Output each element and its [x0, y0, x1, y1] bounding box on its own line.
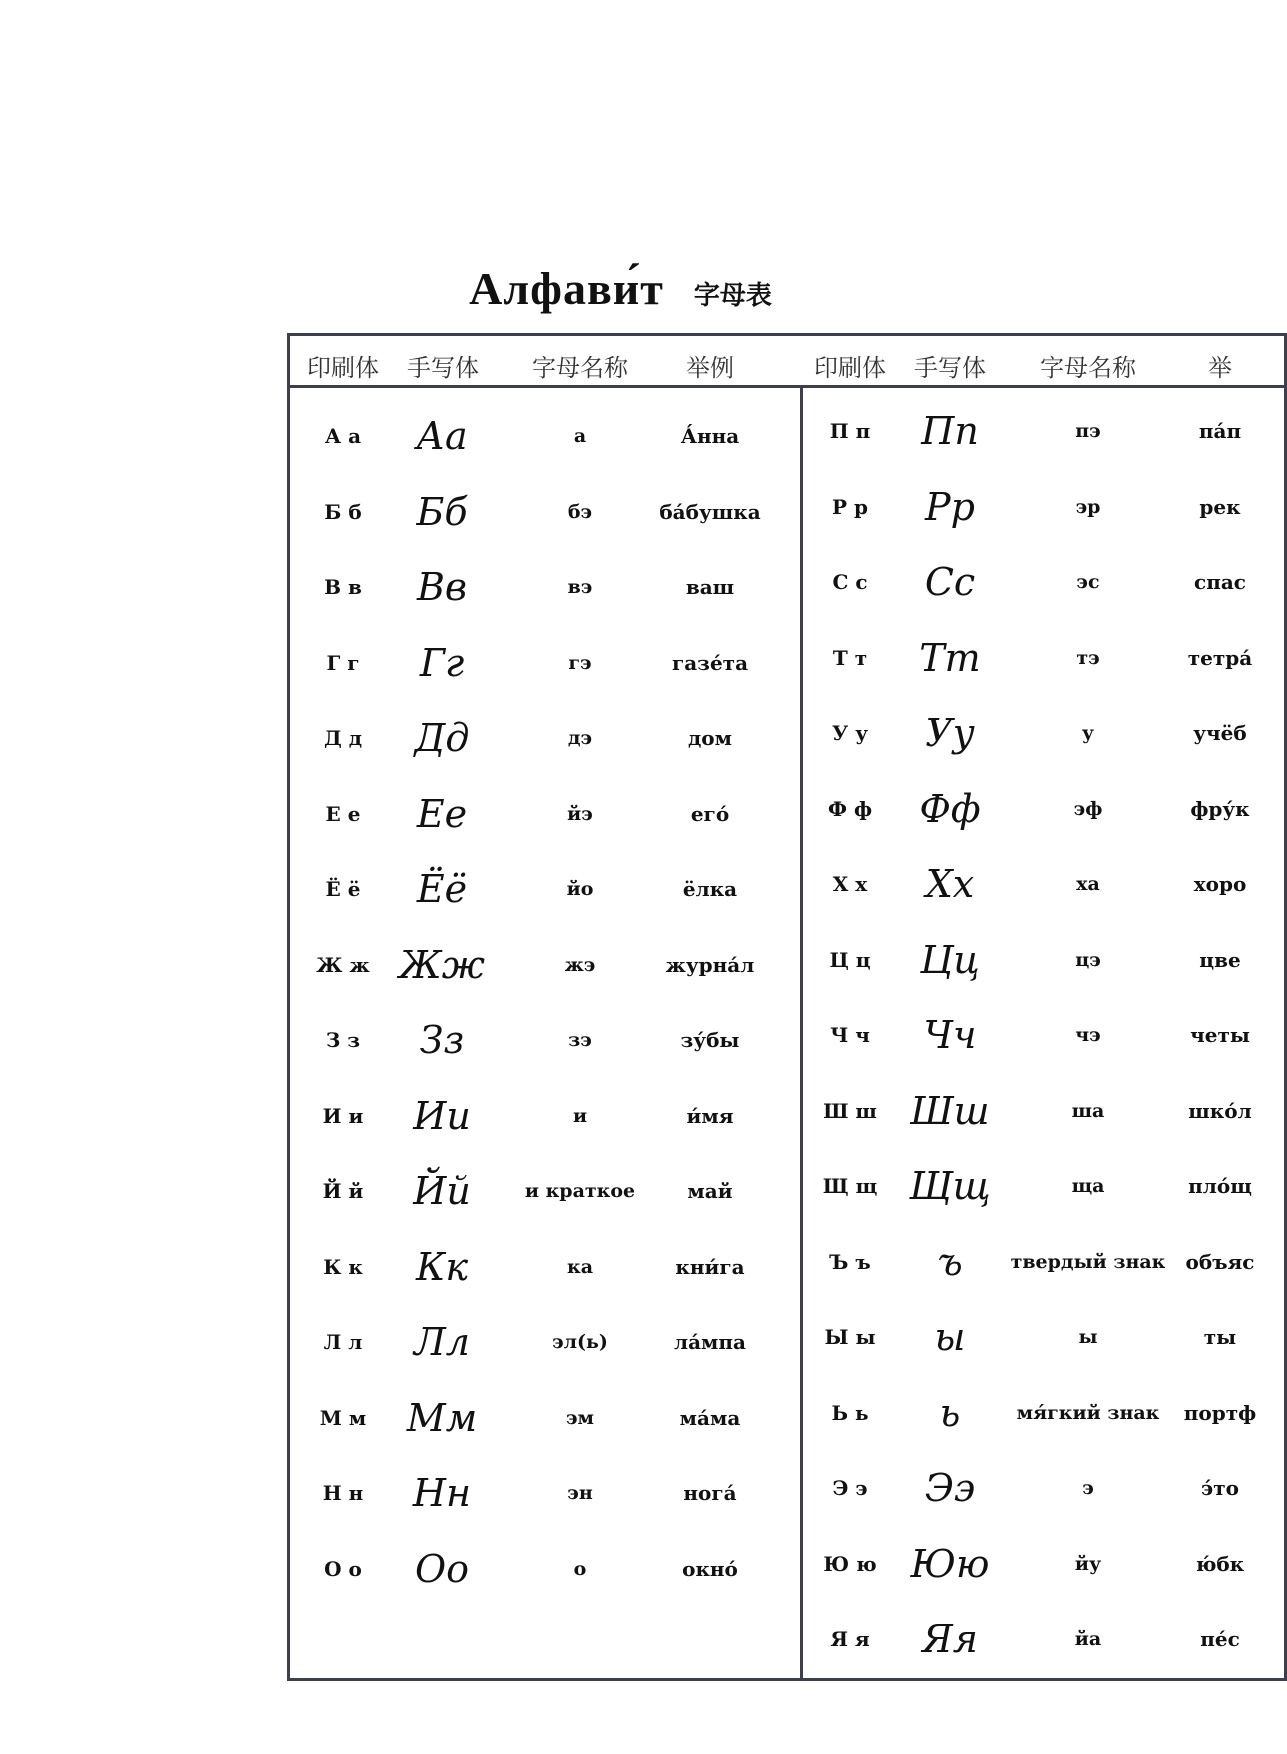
example-word: нога́: [683, 1481, 737, 1505]
letter-name: а: [573, 425, 587, 447]
letter-name: гэ: [568, 651, 592, 674]
page-subtitle: 字母表: [693, 281, 772, 311]
header-hand-left: 手写体: [407, 354, 479, 382]
printed-letter: Й й: [322, 1179, 364, 1203]
header-example-left: 举例: [686, 354, 734, 382]
letter-name: ща: [1071, 1175, 1105, 1197]
example-word: тетра́: [1187, 645, 1253, 670]
letter-name: тэ: [1076, 646, 1100, 669]
letter-name: йо: [566, 878, 594, 900]
letter-name: и краткое: [524, 1180, 636, 1202]
header-name-right: 字母名称: [1040, 354, 1136, 382]
example-word: фру́к: [1190, 796, 1250, 821]
letter-name: бэ: [567, 500, 593, 523]
letter-name: чэ: [1075, 1024, 1101, 1046]
handwritten-letter: Щщ: [909, 1164, 991, 1208]
printed-letter: М м: [319, 1405, 367, 1430]
handwritten-letter: Шш: [910, 1088, 990, 1133]
handwritten-letter: Лл: [414, 1320, 470, 1364]
printed-letter: Н н: [322, 1481, 364, 1505]
handwritten-letter: Вв: [416, 565, 468, 609]
letter-name: эс: [1076, 571, 1100, 593]
example-word: рек: [1199, 494, 1241, 519]
letter-name: эр: [1075, 495, 1101, 518]
letter-name: эл(ь): [552, 1331, 608, 1353]
example-word: зу́бы: [680, 1028, 740, 1052]
example-word: пе́с: [1200, 1627, 1240, 1651]
example-word: ба́бушка: [659, 499, 761, 524]
printed-letter: Ф ф: [828, 796, 872, 821]
handwritten-letter: Оо: [414, 1546, 470, 1591]
handwritten-letter: Ии: [413, 1093, 471, 1138]
alphabet-table: [287, 333, 1287, 1681]
handwritten-letter: Ээ: [924, 1466, 976, 1510]
printed-letter: Ъ ъ: [829, 1249, 871, 1274]
handwritten-letter: ъ: [937, 1239, 963, 1284]
example-word: его́: [690, 801, 730, 826]
handwritten-letter: Нн: [412, 1471, 472, 1515]
handwritten-letter: Жж: [399, 942, 485, 987]
handwritten-letter: Кк: [415, 1244, 469, 1289]
example-word: хоро: [1193, 872, 1247, 896]
handwritten-letter: Хх: [925, 862, 975, 906]
letter-name: эн: [567, 1482, 593, 1504]
handwritten-letter: Тт: [919, 635, 981, 680]
handwritten-letter: Ее: [416, 791, 468, 836]
printed-letter: Р р: [832, 494, 868, 519]
printed-letter: Ж ж: [316, 952, 370, 977]
example-word: и́мя: [686, 1103, 734, 1128]
letter-name: пэ: [1075, 420, 1101, 442]
printed-letter: Т т: [832, 645, 868, 670]
letter-name: жэ: [564, 953, 596, 976]
example-word: портф: [1183, 1400, 1257, 1425]
printed-letter: Ч ч: [830, 1023, 870, 1047]
handwritten-letter: Гг: [419, 640, 465, 685]
handwritten-letter: Юю: [910, 1541, 990, 1586]
printed-letter: И и: [322, 1103, 364, 1128]
printed-letter: З з: [325, 1028, 361, 1052]
handwritten-letter: Дд: [414, 716, 470, 760]
letter-name: и: [572, 1104, 588, 1127]
letter-name: о: [573, 1557, 587, 1580]
letter-name: ы: [1078, 1326, 1098, 1348]
letter-name: йу: [1074, 1552, 1102, 1575]
letter-name: эм: [565, 1406, 595, 1429]
printed-letter: В в: [324, 575, 362, 599]
letter-name: йэ: [567, 802, 593, 825]
example-word: четы: [1190, 1023, 1250, 1047]
example-word: окно́: [682, 1556, 738, 1581]
letter-name: эф: [1073, 797, 1103, 820]
printed-letter: Х х: [832, 872, 868, 896]
handwritten-letter: Аа: [416, 414, 468, 458]
printed-letter: О о: [324, 1556, 362, 1581]
handwritten-letter: Сс: [924, 560, 976, 604]
printed-letter: Ы ы: [824, 1325, 876, 1349]
letter-name: ха: [1076, 873, 1100, 895]
handwritten-letter: Йй: [413, 1169, 471, 1213]
printed-letter: Ш ш: [823, 1098, 877, 1123]
handwritten-letter: Пп: [921, 409, 979, 453]
printed-letter: К к: [323, 1254, 363, 1279]
handwritten-letter: Бб: [416, 489, 468, 534]
example-word: ма́ма: [679, 1405, 741, 1430]
example-word: ю́бк: [1195, 1551, 1245, 1576]
letter-name: ка: [566, 1255, 594, 1278]
handwritten-letter: Ёё: [416, 867, 468, 911]
letter-name: дэ: [567, 727, 593, 749]
header-hand-right: 手写体: [914, 354, 986, 382]
example-word: газе́та: [671, 650, 749, 675]
printed-letter: Ё ё: [325, 877, 361, 901]
printed-letter: Я я: [830, 1627, 870, 1651]
handwritten-letter: Уу: [925, 711, 975, 755]
printed-letter: Л л: [323, 1330, 363, 1354]
page-title: Алфави́т: [469, 263, 664, 314]
example-word: ла́мпа: [673, 1330, 747, 1354]
printed-letter: А а: [324, 424, 362, 448]
example-word: кни́га: [675, 1254, 745, 1279]
handwritten-letter: ы: [934, 1315, 966, 1359]
example-word: журна́л: [665, 952, 755, 977]
letter-name: цэ: [1075, 948, 1101, 971]
printed-letter: Ц ц: [829, 947, 871, 972]
header-divider: [290, 385, 1284, 388]
letter-name: зэ: [568, 1029, 592, 1051]
printed-letter: У у: [832, 721, 868, 745]
printed-letter: Ь ь: [831, 1400, 869, 1425]
handwritten-letter: Цц: [920, 937, 980, 982]
printed-letter: Э э: [832, 1476, 868, 1500]
handwritten-letter: Зз: [419, 1018, 465, 1062]
printed-letter: Г г: [326, 650, 360, 675]
printed-letter: Б б: [324, 499, 362, 524]
center-divider: [800, 388, 803, 1678]
printed-letter: Щ щ: [822, 1174, 878, 1198]
printed-letter: Д д: [323, 726, 363, 750]
example-word: май: [687, 1179, 733, 1203]
header-name-left: 字母名称: [532, 354, 628, 382]
example-word: шко́л: [1188, 1098, 1252, 1123]
handwritten-letter: Рр: [925, 484, 975, 529]
printed-letter: Е е: [325, 801, 361, 826]
example-word: па́п: [1198, 419, 1242, 443]
printed-letter: С с: [832, 570, 868, 594]
header-print-right: 印刷体: [814, 354, 886, 382]
header-print-left: 印刷体: [307, 354, 379, 382]
letter-name: э: [1082, 1477, 1094, 1499]
letter-name: йа: [1074, 1628, 1102, 1650]
letter-name: у: [1081, 722, 1095, 744]
example-word: цве: [1199, 947, 1241, 972]
title-block: [0, 262, 1241, 315]
printed-letter: П п: [829, 419, 871, 443]
header-example-right: 举: [1208, 354, 1232, 382]
handwritten-letter: Яя: [922, 1617, 978, 1661]
example-word: ёлка: [682, 877, 738, 901]
example-word: дом: [687, 726, 733, 750]
handwritten-letter: Мм: [406, 1395, 478, 1440]
handwritten-letter: ь: [939, 1390, 961, 1435]
example-word: пло́щ: [1188, 1174, 1252, 1198]
example-word: ты: [1203, 1325, 1237, 1349]
example-word: э́то: [1201, 1476, 1239, 1500]
letter-name: вэ: [567, 576, 593, 598]
printed-letter: Ю ю: [823, 1551, 877, 1576]
example-word: спас: [1194, 570, 1246, 594]
letter-name: мя́гкий знак: [1016, 1401, 1160, 1424]
example-word: учёб: [1193, 721, 1247, 745]
letter-name: твердый знак: [1010, 1250, 1166, 1273]
letter-name: ша: [1071, 1099, 1105, 1122]
handwritten-letter: Чч: [923, 1013, 977, 1057]
example-word: А́нна: [680, 424, 740, 448]
example-word: ваш: [685, 575, 735, 599]
handwritten-letter: Фф: [919, 786, 981, 831]
example-word: объяс: [1185, 1249, 1255, 1274]
